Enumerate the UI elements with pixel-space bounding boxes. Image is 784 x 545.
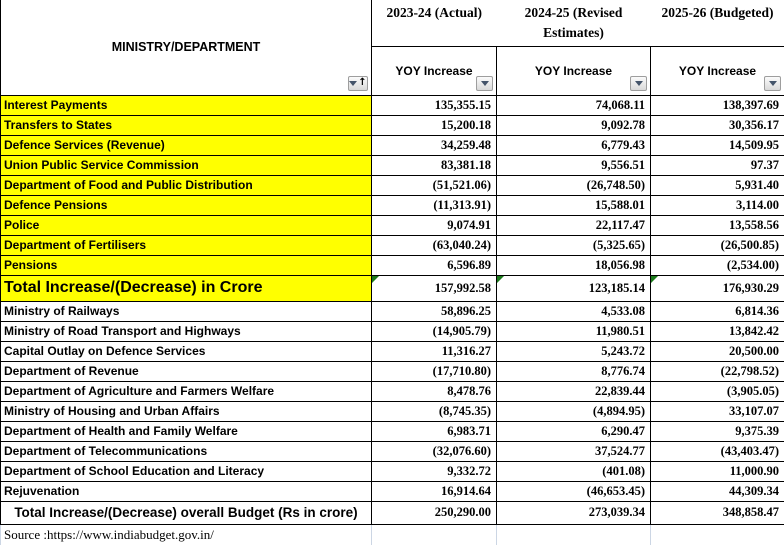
row-label-cell: Union Public Service Commission — [1, 155, 372, 175]
value-cell: (4,894.95) — [497, 401, 651, 421]
yoy-header-cell-2023-24 — [372, 46, 497, 95]
value-cell: 6,290.47 — [497, 421, 651, 441]
value-cell: 20,500.00 — [651, 341, 784, 361]
filter-dropdown-button-2023-24[interactable] — [476, 76, 493, 91]
table-row — [1, 361, 784, 381]
source-note: Source :https://www.indiabudget.gov.in/ — [1, 524, 372, 545]
value-cell: 9,092.78 — [497, 115, 651, 135]
value-text: 176,930.29 — [722, 280, 779, 295]
value-cell: 4,533.08 — [497, 301, 651, 321]
table-row — [1, 441, 784, 461]
value-cell: (2,534.00) — [651, 255, 784, 275]
row-label-cell: Department of Telecommunications — [1, 441, 372, 461]
table-row — [1, 235, 784, 255]
value-cell: 8,776.74 — [497, 361, 651, 381]
table-row — [1, 401, 784, 421]
value-cell: (22,798.52) — [651, 361, 784, 381]
value-cell — [497, 275, 651, 301]
total-crore-row — [1, 275, 784, 301]
row-label-cell: Department of School Education and Literacy — [1, 461, 372, 481]
value-cell: (51,521.06) — [372, 175, 497, 195]
value-cell — [372, 275, 497, 301]
value-cell: 22,839.44 — [497, 381, 651, 401]
value-text: 123,185.14 — [588, 280, 645, 295]
value-cell: 11,980.51 — [497, 321, 651, 341]
value-cell: 11,316.27 — [372, 341, 497, 361]
value-cell: 135,355.15 — [372, 95, 497, 115]
value-cell: 348,858.47 — [651, 501, 784, 524]
value-cell: (43,403.47) — [651, 441, 784, 461]
row-label-cell: Department of Agriculture and Farmers Welfare — [1, 381, 372, 401]
ministry-department-header-cell — [1, 0, 372, 95]
row-label-cell: Transfers to States — [1, 115, 372, 135]
value-cell: (17,710.80) — [372, 361, 497, 381]
row-label-cell: Total Increase/(Decrease) in Crore — [1, 275, 372, 301]
table-row — [1, 155, 784, 175]
value-cell: 13,558.56 — [651, 215, 784, 235]
value-cell: (11,313.91) — [372, 195, 497, 215]
filter-arrow-icon — [349, 81, 357, 86]
value-cell: 5,931.40 — [651, 175, 784, 195]
error-indicator-triangle-icon — [651, 276, 658, 283]
value-cell: 83,381.18 — [372, 155, 497, 175]
filter-arrow-icon — [635, 81, 643, 86]
error-indicator-triangle-icon — [497, 276, 504, 283]
value-cell: 11,000.90 — [651, 461, 784, 481]
value-cell: 16,914.64 — [372, 481, 497, 501]
value-cell: (5,325.65) — [497, 235, 651, 255]
table-row — [1, 481, 784, 501]
table-row — [1, 381, 784, 401]
value-cell: 30,356.17 — [651, 115, 784, 135]
value-cell: 15,200.18 — [372, 115, 497, 135]
filter-arrow-icon — [481, 81, 489, 86]
row-label-cell: Department of Fertilisers — [1, 235, 372, 255]
value-cell: 9,332.72 — [372, 461, 497, 481]
table-row — [1, 95, 784, 115]
row-label-cell: Department of Food and Public Distribution — [1, 175, 372, 195]
value-cell: 22,117.47 — [497, 215, 651, 235]
value-cell: 74,068.11 — [497, 95, 651, 115]
total-overall-row — [1, 501, 784, 524]
value-cell: 15,588.01 — [497, 195, 651, 215]
row-label-cell: Ministry of Road Transport and Highways — [1, 321, 372, 341]
year-header-2024-25: 2024-25 (Revised Estimates) — [497, 0, 651, 46]
value-cell: 34,259.48 — [372, 135, 497, 155]
value-cell: 6,814.36 — [651, 301, 784, 321]
value-cell: 37,524.77 — [497, 441, 651, 461]
value-cell: 3,114.00 — [651, 195, 784, 215]
table-row — [1, 195, 784, 215]
row-label-cell: Police — [1, 215, 372, 235]
table-row — [1, 461, 784, 481]
table-row — [1, 341, 784, 361]
value-cell: 18,056.98 — [497, 255, 651, 275]
table-row — [1, 175, 784, 195]
value-cell: (26,748.50) — [497, 175, 651, 195]
value-cell: 9,556.51 — [497, 155, 651, 175]
row-label-cell: Total Increase/(Decrease) overall Budget (Rs in crore) — [1, 501, 372, 524]
sort-ascending-icon: ↑ — [358, 77, 367, 88]
value-cell: (26,500.85) — [651, 235, 784, 255]
value-cell: 8,478.76 — [372, 381, 497, 401]
table-row — [1, 215, 784, 235]
table-row — [1, 301, 784, 321]
value-cell: 9,074.91 — [372, 215, 497, 235]
value-cell: 250,290.00 — [372, 501, 497, 524]
table-row — [1, 321, 784, 341]
value-cell: (46,653.45) — [497, 481, 651, 501]
value-cell: 138,397.69 — [651, 95, 784, 115]
year-header-row — [1, 0, 784, 46]
table-row — [1, 255, 784, 275]
table-row — [1, 421, 784, 441]
yoy-header-cell-2024-25 — [497, 46, 651, 95]
yoy-header-label: YOY Increase — [678, 63, 757, 78]
filter-dropdown-button-2025-26[interactable] — [764, 76, 781, 91]
yoy-header-label: YOY Increase — [534, 63, 613, 78]
error-indicator-triangle-icon — [372, 276, 379, 283]
table-row — [1, 115, 784, 135]
table-row — [1, 135, 784, 155]
filter-dropdown-button-2024-25[interactable] — [630, 76, 647, 91]
value-cell: 44,309.34 — [651, 481, 784, 501]
value-cell: 33,107.07 — [651, 401, 784, 421]
source-row — [1, 524, 784, 545]
row-label-cell: Pensions — [1, 255, 372, 275]
value-cell: (14,905.79) — [372, 321, 497, 341]
value-cell: 6,596.89 — [372, 255, 497, 275]
yoy-header-cell-2025-26 — [651, 46, 784, 95]
value-cell: (3,905.05) — [651, 381, 784, 401]
filter-dropdown-button-ministry[interactable] — [348, 76, 368, 91]
ministry-department-header-label: MINISTRY/DEPARTMENT — [111, 40, 261, 55]
value-cell — [651, 275, 784, 301]
value-cell: (32,076.60) — [372, 441, 497, 461]
yoy-header-label: YOY Increase — [395, 63, 473, 78]
value-text: 157,992.58 — [434, 280, 491, 295]
empty-cell — [497, 524, 651, 545]
year-header-2023-24: 2023-24 (Actual) — [372, 0, 497, 46]
row-label-cell: Department of Health and Family Welfare — [1, 421, 372, 441]
value-cell: 6,779.43 — [497, 135, 651, 155]
row-label-cell: Department of Revenue — [1, 361, 372, 381]
row-label-cell: Rejuvenation — [1, 481, 372, 501]
empty-cell — [651, 524, 784, 545]
row-label-cell: Ministry of Housing and Urban Affairs — [1, 401, 372, 421]
value-cell: 58,896.25 — [372, 301, 497, 321]
year-header-2025-26: 2025-26 (Budgeted) — [651, 0, 784, 46]
row-label-cell: Defence Pensions — [1, 195, 372, 215]
row-label-cell: Capital Outlay on Defence Services — [1, 341, 372, 361]
value-cell: (401.08) — [497, 461, 651, 481]
value-cell: 13,842.42 — [651, 321, 784, 341]
value-cell: (63,040.24) — [372, 235, 497, 255]
value-cell: 5,243.72 — [497, 341, 651, 361]
value-cell: 97.37 — [651, 155, 784, 175]
value-cell: 6,983.71 — [372, 421, 497, 441]
row-label-cell: Defence Services (Revenue) — [1, 135, 372, 155]
empty-cell — [372, 524, 497, 545]
value-cell: 9,375.39 — [651, 421, 784, 441]
value-cell: 273,039.34 — [497, 501, 651, 524]
row-label-cell: Ministry of Railways — [1, 301, 372, 321]
value-cell: 14,509.95 — [651, 135, 784, 155]
value-cell: (8,745.35) — [372, 401, 497, 421]
row-label-cell: Interest Payments — [1, 95, 372, 115]
filter-arrow-icon — [769, 81, 777, 86]
